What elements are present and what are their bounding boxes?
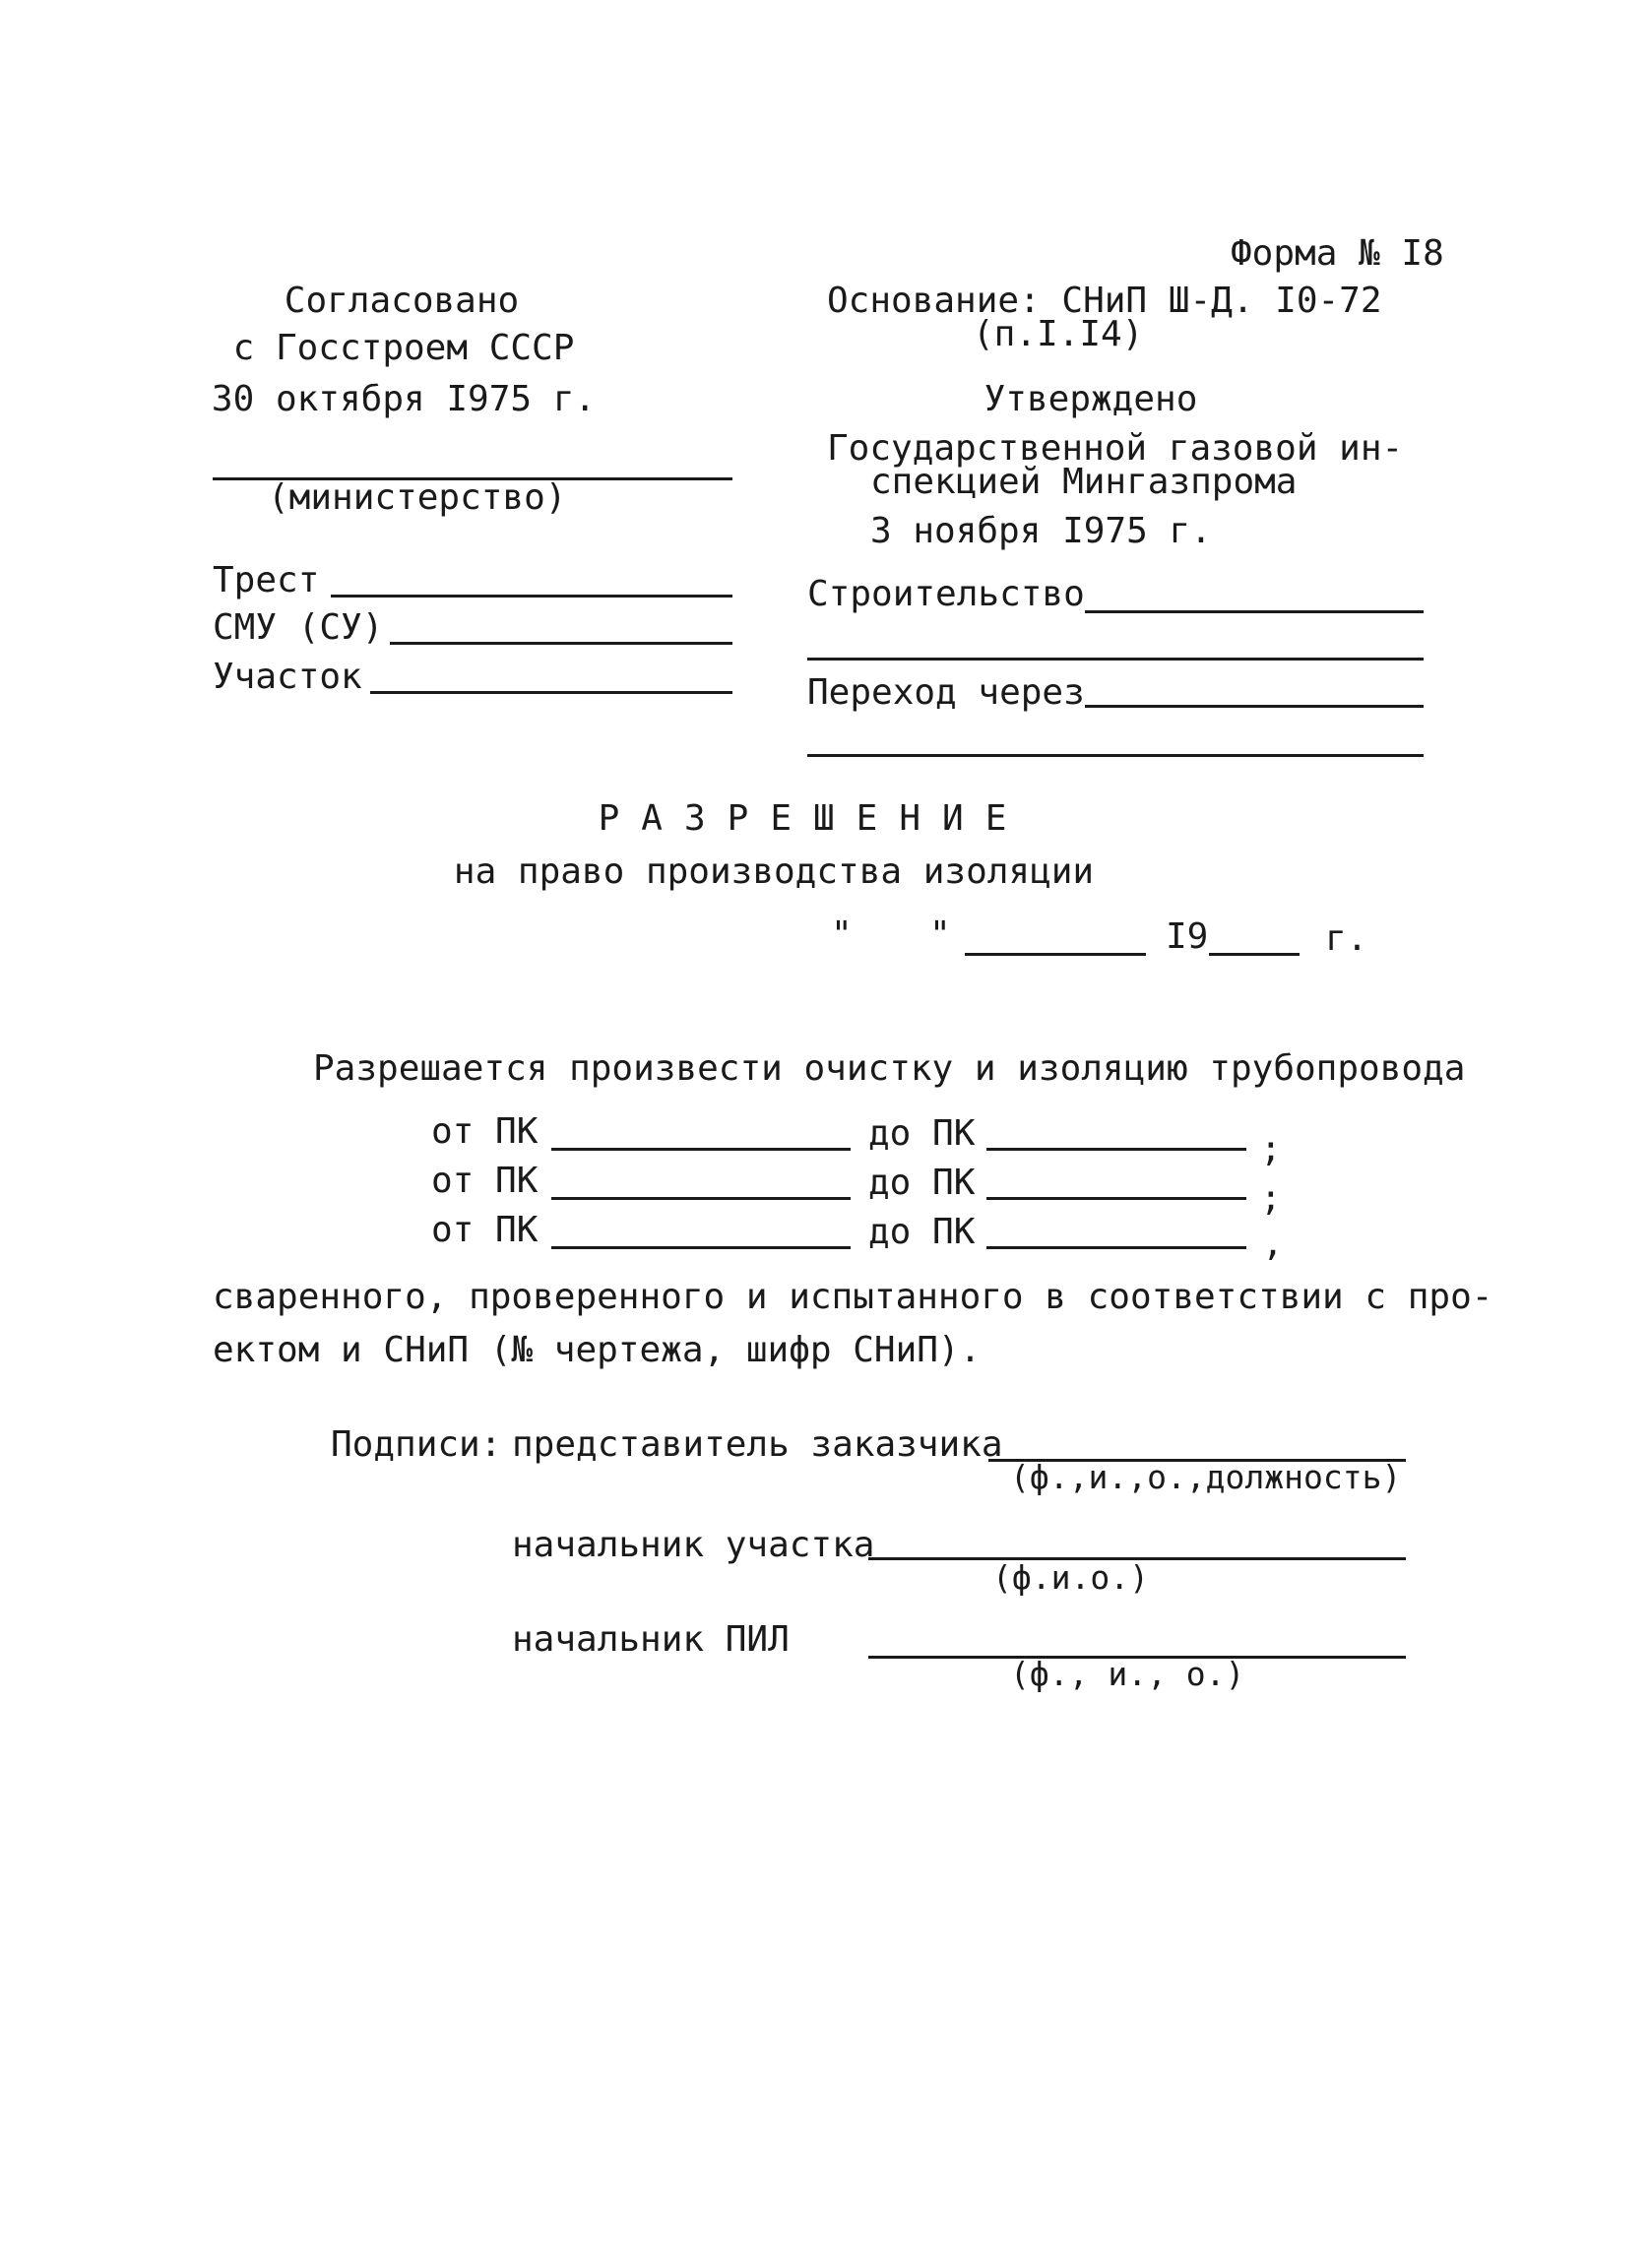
trust-label: Трест	[213, 560, 320, 600]
row-to-label: до ПК	[868, 1113, 976, 1154]
row-to-field[interactable]	[986, 1197, 1246, 1200]
form-number: Форма № I8	[1231, 233, 1444, 274]
trust-field[interactable]	[331, 595, 732, 598]
approved-by-line-1: Государственной газовой ин-	[827, 428, 1404, 469]
row-from-label: от ПК	[431, 1111, 539, 1152]
smu-label: СМУ (СУ)	[213, 607, 384, 648]
row-from-label: от ПК	[431, 1161, 539, 1201]
agreed-heading: Согласовано	[284, 281, 520, 321]
row-to-label: до ПК	[868, 1212, 976, 1252]
permission-intro: Разрешается произвести очистку и изоляцию трубопровода	[313, 1048, 1466, 1089]
date-quote-close: "	[929, 914, 951, 955]
agreed-date: 30 октября I975 г.	[211, 379, 597, 419]
ministry-caption: (министерство)	[268, 477, 567, 518]
section-chief-label: начальник участка	[512, 1525, 875, 1565]
row-to-label: до ПК	[868, 1163, 976, 1203]
agreed-with: с Госстроем СССР	[232, 328, 575, 368]
smu-field[interactable]	[390, 642, 732, 645]
approved-date: 3 ноября I975 г.	[870, 511, 1212, 551]
row-to-field[interactable]	[986, 1246, 1246, 1249]
signatures-heading: Подписи:	[331, 1424, 502, 1465]
document-subtitle: на право производства изоляции	[453, 851, 1095, 892]
row-from-field[interactable]	[551, 1246, 851, 1249]
customer-rep-label: представитель заказчика	[512, 1424, 1003, 1465]
row-from-field[interactable]	[551, 1148, 851, 1151]
row-end-mark: ,	[1262, 1224, 1284, 1264]
approved-heading: Утверждено	[984, 379, 1198, 419]
construction-field[interactable]	[1085, 610, 1424, 613]
row-to-field[interactable]	[986, 1148, 1246, 1151]
pil-chief-caption: (ф., и., о.)	[1010, 1655, 1245, 1693]
pil-chief-label: начальник ПИЛ	[512, 1619, 790, 1660]
crossing-label: Переход через	[807, 672, 1085, 713]
document-title: РАЗРЕШЕНИЕ	[598, 798, 1029, 839]
row-from-field[interactable]	[551, 1197, 851, 1200]
construction-field-line-2[interactable]	[807, 658, 1424, 661]
section-field[interactable]	[370, 691, 732, 694]
continuation-line-1: сваренного, проверенного и испытанного в соответствии с про-	[213, 1277, 1493, 1317]
date-month-field[interactable]	[965, 953, 1146, 956]
date-year-prefix: I9	[1166, 916, 1209, 957]
basis-line-2: (п.I.I4)	[973, 314, 1144, 354]
date-year-suffix: г.	[1325, 918, 1368, 959]
customer-rep-caption: (ф.,и.,о.,должность)	[1010, 1458, 1402, 1496]
approved-by-line-2: спекцией Мингазпрома	[870, 462, 1298, 502]
date-quote-open: "	[831, 914, 853, 955]
continuation-line-2: ектом и СНиП (№ чертежа, шифр СНиП).	[213, 1330, 982, 1370]
crossing-field[interactable]	[1085, 705, 1424, 708]
basis-line-1: Основание: СНиП Ш-Д. I0-72	[827, 281, 1382, 321]
section-label: Участок	[213, 657, 362, 697]
row-end-mark: ;	[1260, 1178, 1282, 1219]
crossing-field-line-2[interactable]	[807, 754, 1424, 757]
row-end-mark: ;	[1260, 1129, 1282, 1169]
construction-label: Строительство	[807, 574, 1085, 614]
row-from-label: от ПК	[431, 1210, 539, 1250]
date-year-field[interactable]	[1209, 953, 1300, 956]
section-chief-caption: (ф.и.о.)	[992, 1558, 1149, 1597]
